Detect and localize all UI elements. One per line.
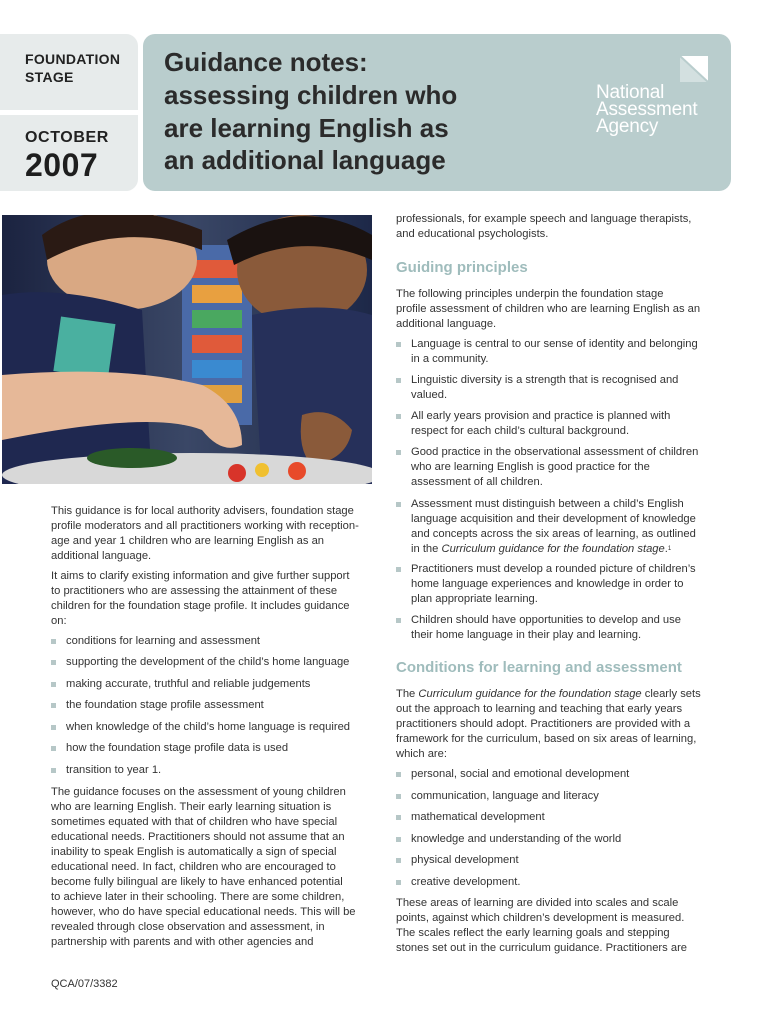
text-line: assessment of all children. [411,476,543,488]
text-line: which are: [396,748,447,760]
area-item [396,875,716,890]
list-item-text: making accurate, truthful and reliable judgements [66,678,311,690]
text-line: and educational psychologists. [396,228,549,240]
text-line: to achieve later in their schooling. There are some children, [51,891,345,903]
area-item [396,810,716,825]
bullet-square-icon [396,815,401,820]
principle-item [396,409,716,439]
area-item [396,853,716,868]
list-item [51,677,373,692]
list-item-text [396,445,716,490]
list-item-text: personal, social and emotional development [411,768,630,780]
list-item-text: communication, language and literacy [411,790,599,802]
list-item-text [396,409,716,439]
logo-mark-icon [680,56,708,82]
footnote-marker: 1 [667,546,672,552]
text-line [411,542,716,557]
text-line: educational need. In fact, children who are encouraged to [51,861,336,873]
text-line: however, who do have special educational needs. This will be [51,906,356,918]
text-line: Practitioners must develop a rounded picture of children’s [411,563,696,575]
bullet-square-icon [396,414,401,419]
section-heading-guiding-principles: Guiding principles [396,259,528,276]
list-item-text: supporting the development of the child’s home language [66,656,350,668]
page-title-line: assessing children who [164,80,458,110]
text-line: profile assessment of children who are learning English as an [396,303,701,315]
text-line: Assessment must distinguish between a child’s English [411,498,684,510]
bullet-square-icon [396,618,401,623]
bullet-square-icon [51,703,56,708]
text-line: home language experiences and knowledge in order to [411,578,684,590]
text-line: who are learning English. Their early learning situation is [51,801,332,813]
bullet-square-icon [51,725,56,730]
focus-paragraph [51,785,373,950]
text-line: Linguistic diversity is a strength that is recognised and [411,374,679,386]
list-item-text: how the foundation stage profile data is used [66,742,289,754]
text-line [396,687,716,702]
list-item [51,655,373,670]
children-photo [2,215,372,484]
text-line: become fully bilingual are likely to have enhanced potential [51,876,343,888]
agency-logo [596,56,716,136]
area-item [396,767,716,782]
date-year: 2007 [25,147,99,183]
text-line: Good practice in the observational assessment of children [411,446,699,458]
list-item-text [396,613,716,643]
text-line: sometimes equated with that of children who have special [51,816,338,828]
intro-paragraph [51,504,373,564]
list-item-text [396,373,716,403]
text-line: language acquisition and their development of knowledge [411,513,696,525]
text-line: age and year 1 children who are learning English as an [51,535,325,547]
text-line: Language is central to our sense of identity and belonging [411,338,698,350]
principle-item [396,445,716,490]
children-photo-image [2,215,372,484]
text-line: in a community. [411,353,489,365]
bullet-square-icon [396,342,401,347]
logo-text-line: Agency [596,116,659,137]
list-item-text: creative development. [411,876,521,888]
guiding-intro-paragraph [396,287,716,332]
list-item [51,634,373,649]
text-line: to practitioners who are assessing the attainment of these [51,585,338,597]
bullet-square-icon [396,858,401,863]
text-line: It aims to clarify existing information and give further support [51,570,350,582]
page-title-line: are learning English as [164,113,449,143]
text-line: profile moderators and all practitioners working with reception- [51,520,359,532]
area-item [396,789,716,804]
bullet-square-icon [396,772,401,777]
publication-title: Curriculum guidance for the foundation stage [418,688,642,700]
logo-text-line: National [596,82,665,103]
text-line: valued. [411,389,448,401]
text-line: This guidance is for local authority advisers, foundation stage [51,505,354,517]
continued-paragraph [396,212,716,242]
text-line: The scales reflect the early learning goals and stepping [396,927,670,939]
text-line: additional language. [396,318,497,330]
text-line: professionals, for example speech and language therapists, [396,213,692,225]
list-item-text [396,337,716,367]
text-line: inability to speak English is automatically a sign of special [51,846,337,858]
text-line: The following principles underpin the foundation stage [396,288,664,300]
principle-item [396,337,716,367]
bullet-square-icon [396,837,401,842]
principle-item [396,613,716,643]
list-item-text [396,562,716,607]
bullet-square-icon [51,682,56,687]
date-month: OCTOBER [25,129,109,146]
list-item-text: physical development [411,854,519,866]
stage-label-box [0,34,138,110]
text-line: partnership with parents and with other agencies and [51,936,314,948]
title-panel [143,34,731,191]
text-line: All early years provision and practice is planned with [411,410,671,422]
text-line: Children should have opportunities to develop and use [411,614,681,626]
list-item-text [396,497,716,557]
text-line: The guidance focuses on the assessment of young children [51,786,346,798]
list-item-text: knowledge and understanding of the world [411,833,622,845]
purpose-paragraph [51,569,373,629]
area-item [396,832,716,847]
text-line: practitioners should adopt. Practitioners are provided with a [396,718,691,730]
text-line: additional language. [51,550,152,562]
text-line: their home language in their play and learning. [411,629,642,641]
text-line: out the approach to learning and teaching that early years [396,703,683,715]
list-item-text: mathematical development [411,811,545,823]
list-item-text: transition to year 1. [66,764,162,776]
bullet-square-icon [396,567,401,572]
bullet-square-icon [51,639,56,644]
text-line: These areas of learning are divided into scales and scale [396,897,679,909]
text-span: The [396,688,419,700]
page-title-line: an additional language [164,145,446,175]
text-line: respect for each child’s cultural background. [411,425,630,437]
bullet-square-icon [396,880,401,885]
bullet-square-icon [51,660,56,665]
text-span: . [664,543,668,555]
bullet-square-icon [396,450,401,455]
section-heading-conditions: Conditions for learning and assessment [396,659,682,676]
list-item [51,698,373,713]
list-item [51,720,373,735]
text-line: and concepts across the six areas of learning, as outlined [411,528,696,540]
text-line: stones set out in the curriculum guidance. Practitioners are [396,942,688,954]
conditions-paragraph [396,687,716,762]
principle-item [396,562,716,607]
document-code: QCA/07/3382 [51,978,118,990]
list-item-text: when knowledge of the child’s home language is required [66,721,351,733]
logo-text-line: Assessment [596,99,698,120]
stage-label-line: FOUNDATION [25,51,121,67]
publication-title: Curriculum guidance for the foundation stage [441,543,665,555]
text-span: in the [411,543,442,555]
bullet-square-icon [51,746,56,751]
date-box [0,115,138,191]
bullet-square-icon [51,768,56,773]
text-line: educational needs. Practitioners should not assume that an [51,831,345,843]
text-line: plan appropriate learning. [411,593,538,605]
scales-paragraph [396,896,716,956]
list-item [51,741,373,756]
bullet-square-icon [396,502,401,507]
principle-item [396,497,716,557]
principle-item [396,373,716,403]
stage-label-line: STAGE [25,69,74,85]
text-line: on: [51,615,67,627]
page-title-line: Guidance notes: [164,47,368,77]
text-span: clearly sets [641,688,701,700]
text-line: children for the foundation stage profile. It includes guidance [51,600,350,612]
list-item-text: conditions for learning and assessment [66,635,261,647]
text-line: framework for the curriculum, based on six areas of learning, [396,733,697,745]
text-line: who are learning English is good practice for the [411,461,650,473]
list-item-text: the foundation stage profile assessment [66,699,264,711]
text-line: revealed through close observation and assessment, in [51,921,325,933]
bullet-square-icon [396,794,401,799]
text-line: points, against which children’s development is measured. [396,912,685,924]
bullet-square-icon [396,378,401,383]
list-item [51,763,373,778]
